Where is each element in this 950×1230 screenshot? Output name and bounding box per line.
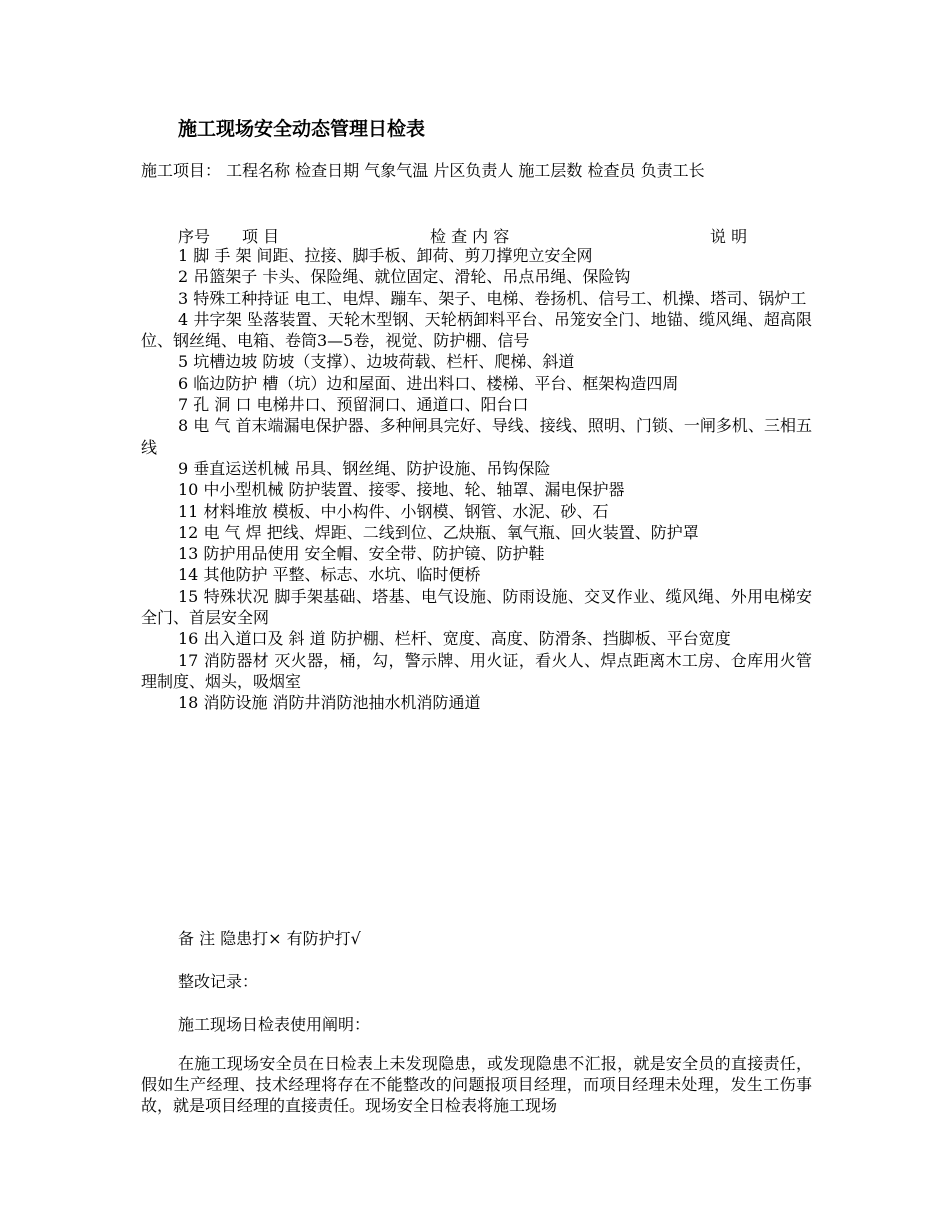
- list-item: 4 井字架 坠落装置、天轮木型钢、天轮柄卸料平台、吊笼安全门、地锚、缆风绳、超高限位、钢丝绳、电箱、卷筒3—5卷，视觉、防护棚、信号: [141, 309, 812, 351]
- list-item: 8 电 气 首末端漏电保护器、多种闸具完好、导线、接线、照明、门锁、一闸多机、三相五线: [141, 416, 812, 457]
- list-item: 12 电 气 焊 把线、焊距、二线到位、乙炔瓶、氧气瓶、回火装置、防护罩: [178, 522, 699, 542]
- usage-title: 施工现场日检表使用阐明：: [178, 1015, 371, 1034]
- usage-paragraph: 在施工现场安全员在日检表上未发现隐患，或发现隐患不汇报，就是安全员的直接责任，假如生产经理、技术经理将存在不能整改的问题报项目经理，而项目经理未处理，发生工伤事故，就是项目经理的直接责任。现场安全日检表将施工现场: [141, 1054, 812, 1115]
- list-item: 10 中小型机械 防护装置、接零、接地、轮、轴罩、漏电保护器: [178, 480, 625, 500]
- list-item: 2 吊篮架子 卡头、保险绳、就位固定、滑轮、吊点吊绳、保险钩: [178, 267, 631, 287]
- inspection-items-list: [141, 245, 812, 714]
- list-item: 13 防护用品使用 安全帽、安全带、防护镜、防护鞋: [178, 544, 545, 564]
- remark-line: 备 注 隐患打× 有防护打√: [178, 929, 361, 948]
- list-item: 9 垂直运送机械 吊具、钢丝绳、防护设施、吊钩保险: [178, 458, 551, 478]
- rectification-record: 整改记录：: [178, 972, 259, 991]
- list-item: 1 脚 手 架 间距、拉接、脚手板、卸荷、剪刀撑兜立安全网: [178, 246, 593, 265]
- list-item: 15 特殊状况 脚手架基础、塔基、电气设施、防雨设施、交叉作业、缆风绳、外用电梯安全门、首层安全网: [141, 586, 812, 628]
- list-item: 11 材料堆放 模板、中小构件、小钢模、钢管、水泥、砂、石: [178, 501, 609, 521]
- list-item: 16 出入道口及 斜 道 防护棚、栏杆、宽度、高度、防滑条、挡脚板、平台宽度: [178, 629, 731, 649]
- header-content: 检 查 内 容: [430, 227, 510, 246]
- list-item: 17 消防器材 灭火器，桶，勾，警示牌、用火证，看火人、焊点距离木工房、仓库用火管理制度、烟头，吸烟室: [141, 650, 812, 691]
- list-item: 14 其他防护 平整、标志、水坑、临时便桥: [178, 565, 481, 585]
- list-item: 6 临边防护 槽（坑）边和屋面、进出料口、楼梯、平台、框架构造四周: [178, 373, 679, 393]
- list-item: 18 消防设施 消防井消防池抽水机消防通道: [178, 693, 481, 713]
- list-item: 3 特殊工种持证 电工、电焊、蹦车、架子、电梯、卷扬机、信号工、机操、塔司、锅炉工: [178, 288, 807, 308]
- list-item: 5 坑槽边坡 防坡（支撑）、边坡荷载、栏杆、爬梯、斜道: [178, 352, 575, 372]
- header-item: 项 目: [242, 227, 280, 246]
- project-info-line: 施工项目： 工程名称 检查日期 气象气温 片区负责人 施工层数 检查员 负责工长: [141, 161, 705, 180]
- list-item: 7 孔 洞 口 电梯井口、预留洞口、通道口、阳台口: [178, 395, 529, 415]
- header-note: 说 明: [710, 227, 748, 246]
- header-index: 序号: [178, 227, 211, 246]
- document-title: 施工现场安全动态管理日检表: [178, 118, 426, 140]
